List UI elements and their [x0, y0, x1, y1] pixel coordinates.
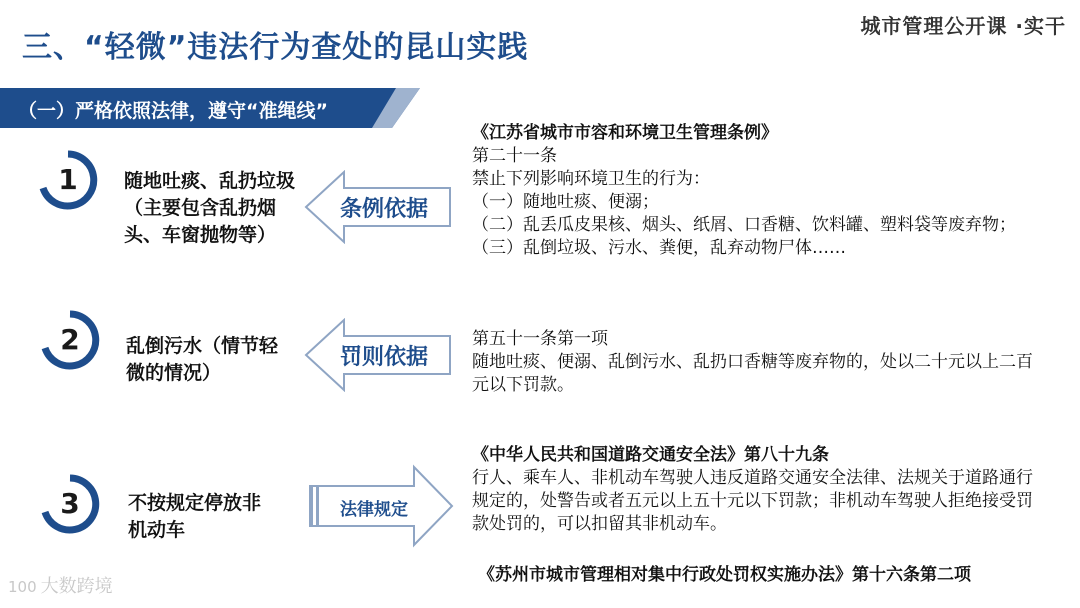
- law-line: 第二十一条: [472, 146, 557, 166]
- step-1-number: 1: [58, 163, 78, 196]
- step-1-law-block: [472, 122, 1038, 260]
- step-3-text: 不按规定停放非机动车: [128, 492, 262, 541]
- page-title: 三、“轻微”违法行为查处的昆山实践: [22, 30, 529, 65]
- brand-label: 城市管理公开课 ·实干: [860, 14, 1066, 38]
- watermark-text: 大数跨境: [40, 576, 113, 597]
- law-line: 行人、乘车人、非机动车驾驶人违反道路交通安全法律、法规关于道路通行规定的，处警告或者五元以上五十元以下罚款；非机动车驾驶人拒绝接受罚款处罚的，可以扣留其非机动车。: [472, 468, 1033, 534]
- watermark-logo-icon: 100: [8, 578, 37, 596]
- step-3-number: 3: [60, 487, 80, 520]
- step-1-law-title: 《江苏省城市市容和环境卫生管理条例》: [472, 123, 778, 143]
- step-3-law-block: [472, 444, 1038, 536]
- step-1-badge: [38, 150, 98, 210]
- section-banner: [0, 88, 420, 128]
- law-line: （一）随地吐痰、便溺；: [472, 192, 659, 212]
- section-label: （一）严格依照法律，遵守“准绳线”: [18, 100, 328, 122]
- law-line: （二）乱丢瓜皮果核、烟头、纸屑、口香糖、饮料罐、塑料袋等废弃物；: [472, 215, 1016, 235]
- law-line: 随地吐痰、便溺、乱倒污水、乱扔口香糖等废弃物的，处以二十元以上二百元以下罚款。: [472, 352, 1033, 395]
- step-1-text: 随地吐痰、乱扔垃圾（主要包含乱扔烟头、车窗抛物等）: [124, 170, 296, 246]
- step-3-law-title: 《中华人民共和国道路交通安全法》第八十九条: [472, 445, 829, 465]
- step-2-text: 乱倒污水（情节轻微的情况）: [126, 335, 279, 384]
- watermark: [8, 572, 113, 598]
- law-line: 第五十一条第一项: [472, 329, 608, 349]
- footer-reference: 《苏州市城市管理相对集中行政处罚权实施办法》第十六条第二项: [478, 565, 971, 585]
- law-line: 禁止下列影响环境卫生的行为：: [472, 169, 710, 189]
- law-line: （三）乱倒垃圾、污水、粪便，乱弃动物尸体……: [472, 238, 846, 258]
- step-2-law-block: [472, 328, 1038, 397]
- step-2-number: 2: [60, 323, 80, 356]
- step-2-badge: [40, 310, 100, 370]
- step-2-arrow-label: 罚则依据: [340, 345, 429, 370]
- step-1-arrow-label: 条例依据: [340, 197, 429, 222]
- step-3-badge: [40, 474, 100, 534]
- step-3-arrow-label: 法律规定: [340, 500, 408, 520]
